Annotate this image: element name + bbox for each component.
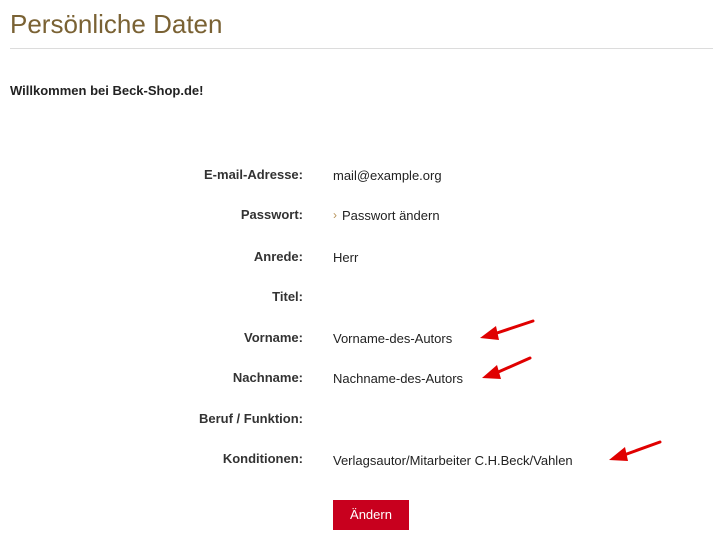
password-label: Passwort:	[240, 207, 303, 222]
salutation-label: Anrede:	[253, 249, 303, 264]
red-arrow-icon	[606, 437, 670, 467]
conditions-value: Verlagsautor/Mitarbeiter C.H.Beck/Vahlen	[333, 453, 573, 468]
chevron-right-icon: ›	[333, 208, 337, 222]
last-name-value: Nachname-des-Autors	[333, 371, 464, 386]
email-label: E-mail-Adresse:	[204, 167, 303, 182]
change-password-link[interactable]	[333, 207, 440, 225]
title-divider	[10, 48, 713, 49]
title-label: Titel:	[272, 289, 303, 304]
page-title: Persönliche Daten	[10, 9, 223, 39]
change-button[interactable]: Ändern	[333, 500, 409, 530]
first-name-label: Vorname:	[244, 330, 303, 345]
conditions-label: Konditionen:	[222, 451, 303, 466]
salutation-value: Herr	[333, 250, 359, 265]
profession-label: Beruf / Funktion:	[199, 411, 303, 426]
last-name-label: Nachname:	[232, 370, 303, 385]
red-arrow-icon	[476, 314, 540, 344]
red-arrow-icon	[478, 353, 542, 383]
email-value: mail@example.org	[333, 168, 442, 183]
first-name-value: Vorname-des-Autors	[333, 331, 453, 346]
change-password-link-text: Passwort ändern	[342, 208, 440, 223]
welcome-message: Willkommen bei Beck-Shop.de!	[10, 83, 204, 98]
